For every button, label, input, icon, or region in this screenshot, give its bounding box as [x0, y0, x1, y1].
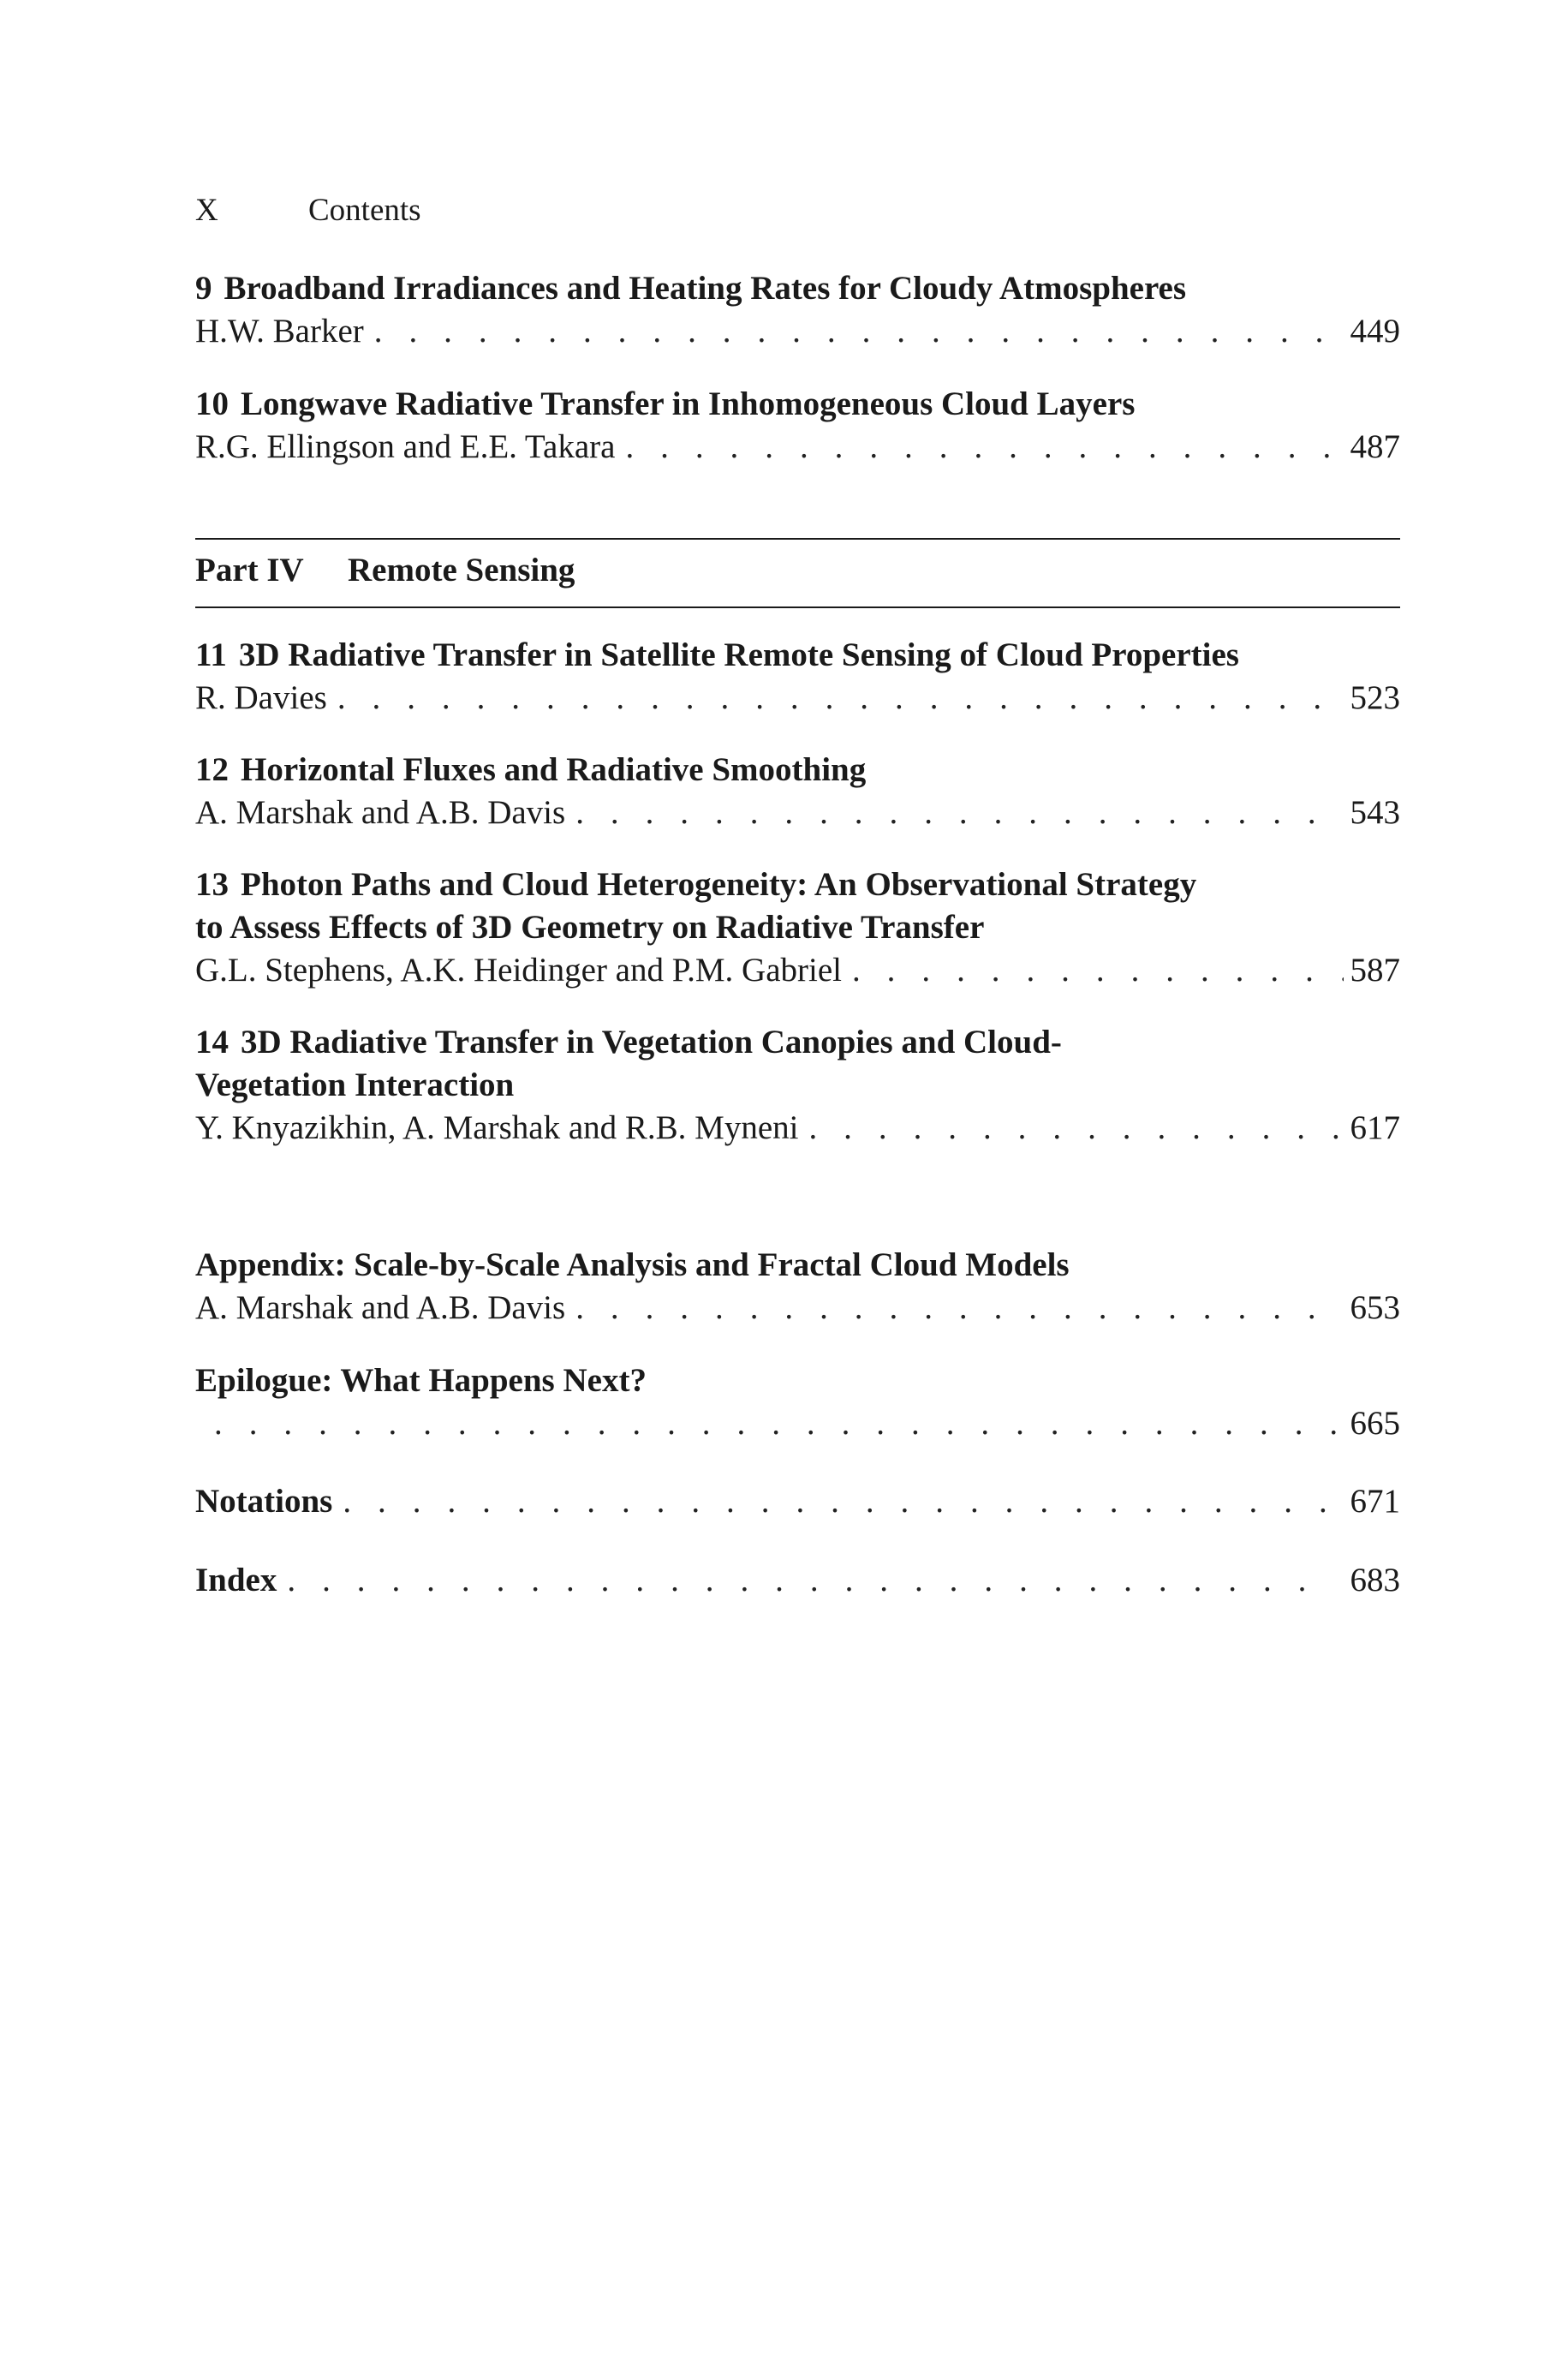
author-line — [195, 792, 1400, 834]
leader-line — [195, 1559, 1400, 1602]
page-number[interactable]: 671 — [1350, 1483, 1400, 1520]
appendix-authors: A. Marshak and A.B. Davis — [195, 1289, 566, 1326]
toc-entry-chapter-9[interactable] — [195, 267, 1400, 353]
dot-leader — [625, 426, 1343, 469]
chapter-authors: R. Davies — [195, 679, 327, 716]
chapter-title — [195, 267, 1400, 310]
appendix-title: Appendix: Scale-by-Scale Analysis and Fractal Cloud Models — [195, 1246, 1070, 1283]
author-line — [195, 426, 1400, 469]
chapter-number: 9 — [195, 270, 212, 307]
chapter-authors: H.W. Barker — [195, 313, 364, 350]
page-number[interactable]: 617 — [1350, 1109, 1400, 1146]
chapter-number: 13 — [195, 866, 229, 903]
page-number[interactable]: 543 — [1350, 794, 1400, 831]
chapter-title — [195, 383, 1400, 426]
part-title: Remote Sensing — [348, 552, 575, 589]
part-rule-bottom — [195, 606, 1400, 608]
page-number[interactable]: 653 — [1350, 1289, 1400, 1326]
chapter-title-line: Vegetation Interaction — [195, 1067, 515, 1103]
dot-leader — [808, 1107, 1343, 1150]
chapter-title — [195, 749, 1400, 792]
author-line — [195, 310, 1400, 353]
toc-entry-appendix[interactable] — [195, 1244, 1400, 1329]
author-line — [195, 1287, 1400, 1329]
dot-leader — [852, 949, 1344, 992]
page-folio: X — [195, 193, 218, 228]
dot-leader — [575, 1287, 1343, 1329]
dot-leader — [287, 1559, 1331, 1602]
leader-line — [195, 1480, 1400, 1523]
chapter-authors: G.L. Stephens, A.K. Heidinger and P.M. Gabriel — [195, 952, 842, 989]
leader-line — [195, 1402, 1400, 1445]
chapter-authors: A. Marshak and A.B. Davis — [195, 794, 566, 831]
toc-entry-notations[interactable] — [195, 1480, 1400, 1523]
running-head — [195, 190, 421, 231]
page-number[interactable]: 487 — [1350, 428, 1400, 465]
dot-leader — [575, 792, 1343, 834]
chapter-title-line: 3D Radiative Transfer in Vegetation Canopies and Cloud- — [241, 1024, 1062, 1061]
page-number[interactable]: 523 — [1350, 679, 1400, 716]
chapter-number: 10 — [195, 385, 229, 422]
page-number[interactable]: 665 — [1350, 1405, 1400, 1442]
dot-leader — [374, 310, 1344, 353]
page-number[interactable]: 683 — [1350, 1562, 1400, 1598]
chapter-title-line: Broadband Irradiances and Heating Rates for Cloudy Atmospheres — [224, 270, 1187, 307]
page-number[interactable]: 587 — [1350, 952, 1400, 989]
epilogue-title: Epilogue: What Happens Next? — [195, 1362, 647, 1399]
chapter-title-line: Photon Paths and Cloud Heterogeneity: An Observational Strategy — [241, 866, 1197, 903]
author-line — [195, 1107, 1400, 1150]
page-number[interactable]: 449 — [1350, 313, 1400, 350]
chapter-title-line: Longwave Radiative Transfer in Inhomogeneous Cloud Layers — [241, 385, 1136, 422]
chapter-title-continued — [195, 1064, 1400, 1107]
chapter-title-line: Horizontal Fluxes and Radiative Smoothing — [241, 751, 867, 788]
chapter-number: 14 — [195, 1024, 229, 1061]
chapter-title-line: 3D Radiative Transfer in Satellite Remote Sensing of Cloud Properties — [238, 636, 1239, 673]
part-heading[interactable] — [195, 549, 575, 592]
chapter-title — [195, 863, 1400, 906]
author-line — [195, 949, 1400, 992]
dot-leader — [337, 677, 1344, 720]
toc-entry-chapter-11[interactable] — [195, 634, 1400, 720]
toc-entry-index[interactable] — [195, 1559, 1400, 1602]
running-head-title: Contents — [308, 193, 421, 228]
toc-entry-chapter-12[interactable] — [195, 749, 1400, 834]
author-line — [195, 677, 1400, 720]
toc-entry-chapter-13[interactable] — [195, 863, 1400, 992]
chapter-authors: R.G. Ellingson and E.E. Takara — [195, 428, 616, 465]
chapter-title — [195, 1021, 1400, 1064]
part-label: Part IV — [195, 552, 304, 589]
toc-entry-chapter-10[interactable] — [195, 383, 1400, 469]
part-rule-top — [195, 538, 1400, 540]
index-title: Index — [195, 1562, 277, 1598]
toc-entry-epilogue[interactable] — [195, 1359, 1400, 1445]
dot-leader — [343, 1480, 1331, 1523]
dot-leader — [195, 1402, 1344, 1445]
chapter-number: 12 — [195, 751, 229, 788]
chapter-authors: Y. Knyazikhin, A. Marshak and R.B. Myneni — [195, 1109, 799, 1146]
chapter-title-continued — [195, 906, 1400, 949]
chapter-title — [195, 634, 1400, 677]
notations-title: Notations — [195, 1483, 333, 1520]
chapter-number: 11 — [195, 636, 227, 673]
toc-entry-chapter-14[interactable] — [195, 1021, 1400, 1150]
chapter-title-line: to Assess Effects of 3D Geometry on Radiative Transfer — [195, 909, 985, 946]
